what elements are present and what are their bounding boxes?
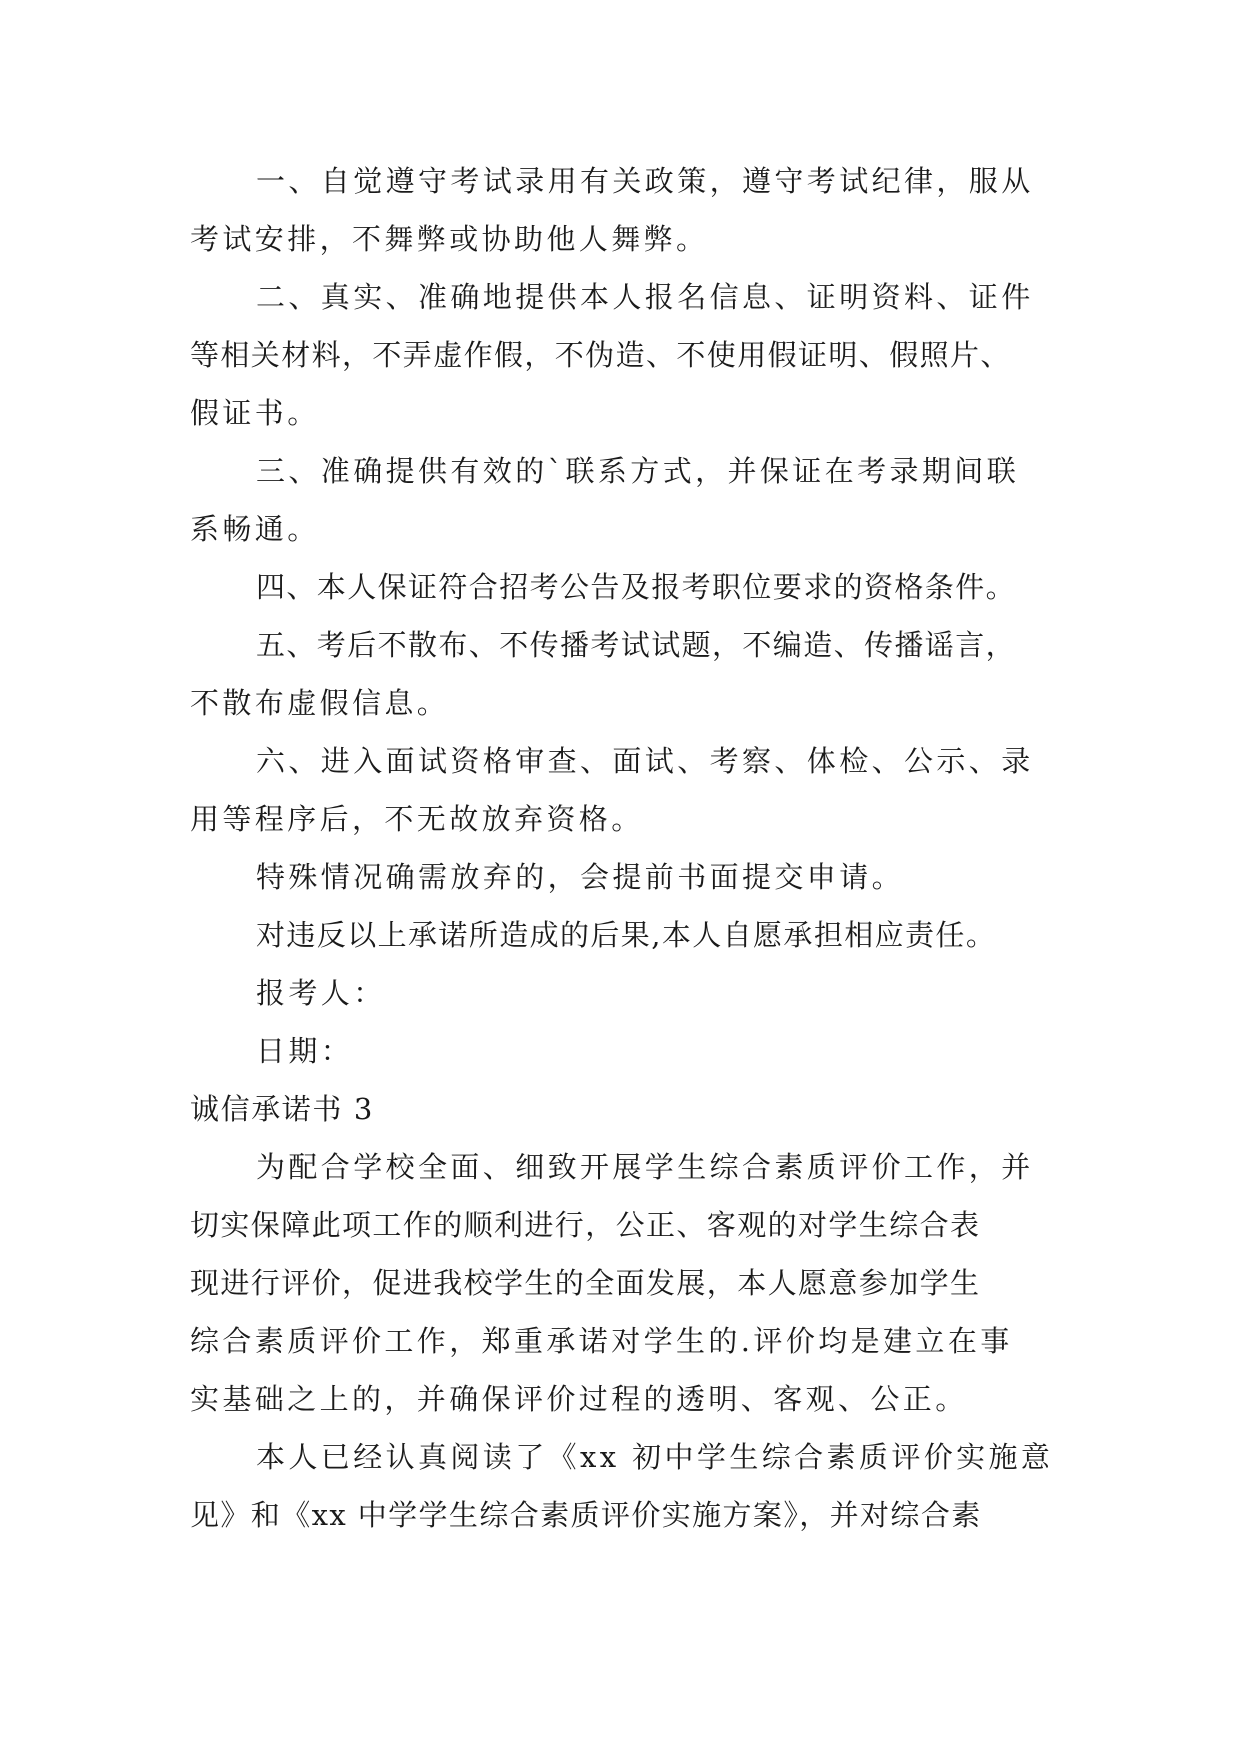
clause-2-line-3: 假证书。 xyxy=(190,396,320,430)
paragraph-1-line-1: 为配合学校全面、细致开展学生综合素质评价工作，并 xyxy=(256,1150,1034,1184)
clause-6-line-1: 六、进入面试资格审查、面试、考察、体检、公示、录 xyxy=(256,744,1034,778)
document-body xyxy=(190,152,1058,1544)
clause-5-line-1: 五、考后不散布、不传播考试试题，不编造、传播谣言， xyxy=(256,628,1017,662)
clause-3-line-1: 三、准确提供有效的`联系方式，并保证在考录期间联 xyxy=(256,454,1020,488)
paragraph-1-line-2: 切实保障此项工作的顺利进行，公正、客观的对学生综合表 xyxy=(190,1208,981,1242)
section-heading: 诚信承诺书 3 xyxy=(190,1092,374,1126)
clause-5-line-2: 不散布虚假信息。 xyxy=(190,686,450,720)
liability-line: 对违反以上承诺所造成的后果,本人自愿承担相应责任。 xyxy=(256,918,997,952)
clause-1-line-2: 考试安排，不舞弊或协助他人舞弊。 xyxy=(190,222,709,256)
clause-2-line-1: 二、真实、准确地提供本人报名信息、证明资料、证件 xyxy=(256,280,1034,314)
paragraph-2-line-2: 见》和《xx 中学学生综合素质评价实施方案》，并对综合素 xyxy=(190,1498,982,1532)
date-label: 日期： xyxy=(256,1034,354,1068)
paragraph-1-line-5: 实基础之上的，并确保评价过程的透明、客观、公正。 xyxy=(190,1382,968,1416)
clause-6-line-2: 用等程序后，不无故放弃资格。 xyxy=(190,802,644,836)
special-case-line: 特殊情况确需放弃的，会提前书面提交申请。 xyxy=(256,860,905,894)
clause-4-line-1: 四、本人保证符合招考公告及报考职位要求的资格条件。 xyxy=(256,570,1017,604)
clause-3-line-2: 系畅通。 xyxy=(190,512,320,546)
clause-1-line-1: 一、自觉遵守考试录用有关政策，遵守考试纪律，服从 xyxy=(256,164,1034,198)
paragraph-2-line-1: 本人已经认真阅读了《xx 初中学生综合素质评价实施意 xyxy=(256,1440,1054,1474)
paragraph-1-line-4: 综合素质评价工作，郑重承诺对学生的.评价均是建立在事 xyxy=(190,1324,1013,1358)
applicant-label: 报考人： xyxy=(256,976,386,1010)
clause-2-line-2: 等相关材料，不弄虚作假，不伪造、不使用假证明、假照片、 xyxy=(190,338,1011,372)
paragraph-1-line-3: 现进行评价，促进我校学生的全面发展，本人愿意参加学生 xyxy=(190,1266,981,1300)
